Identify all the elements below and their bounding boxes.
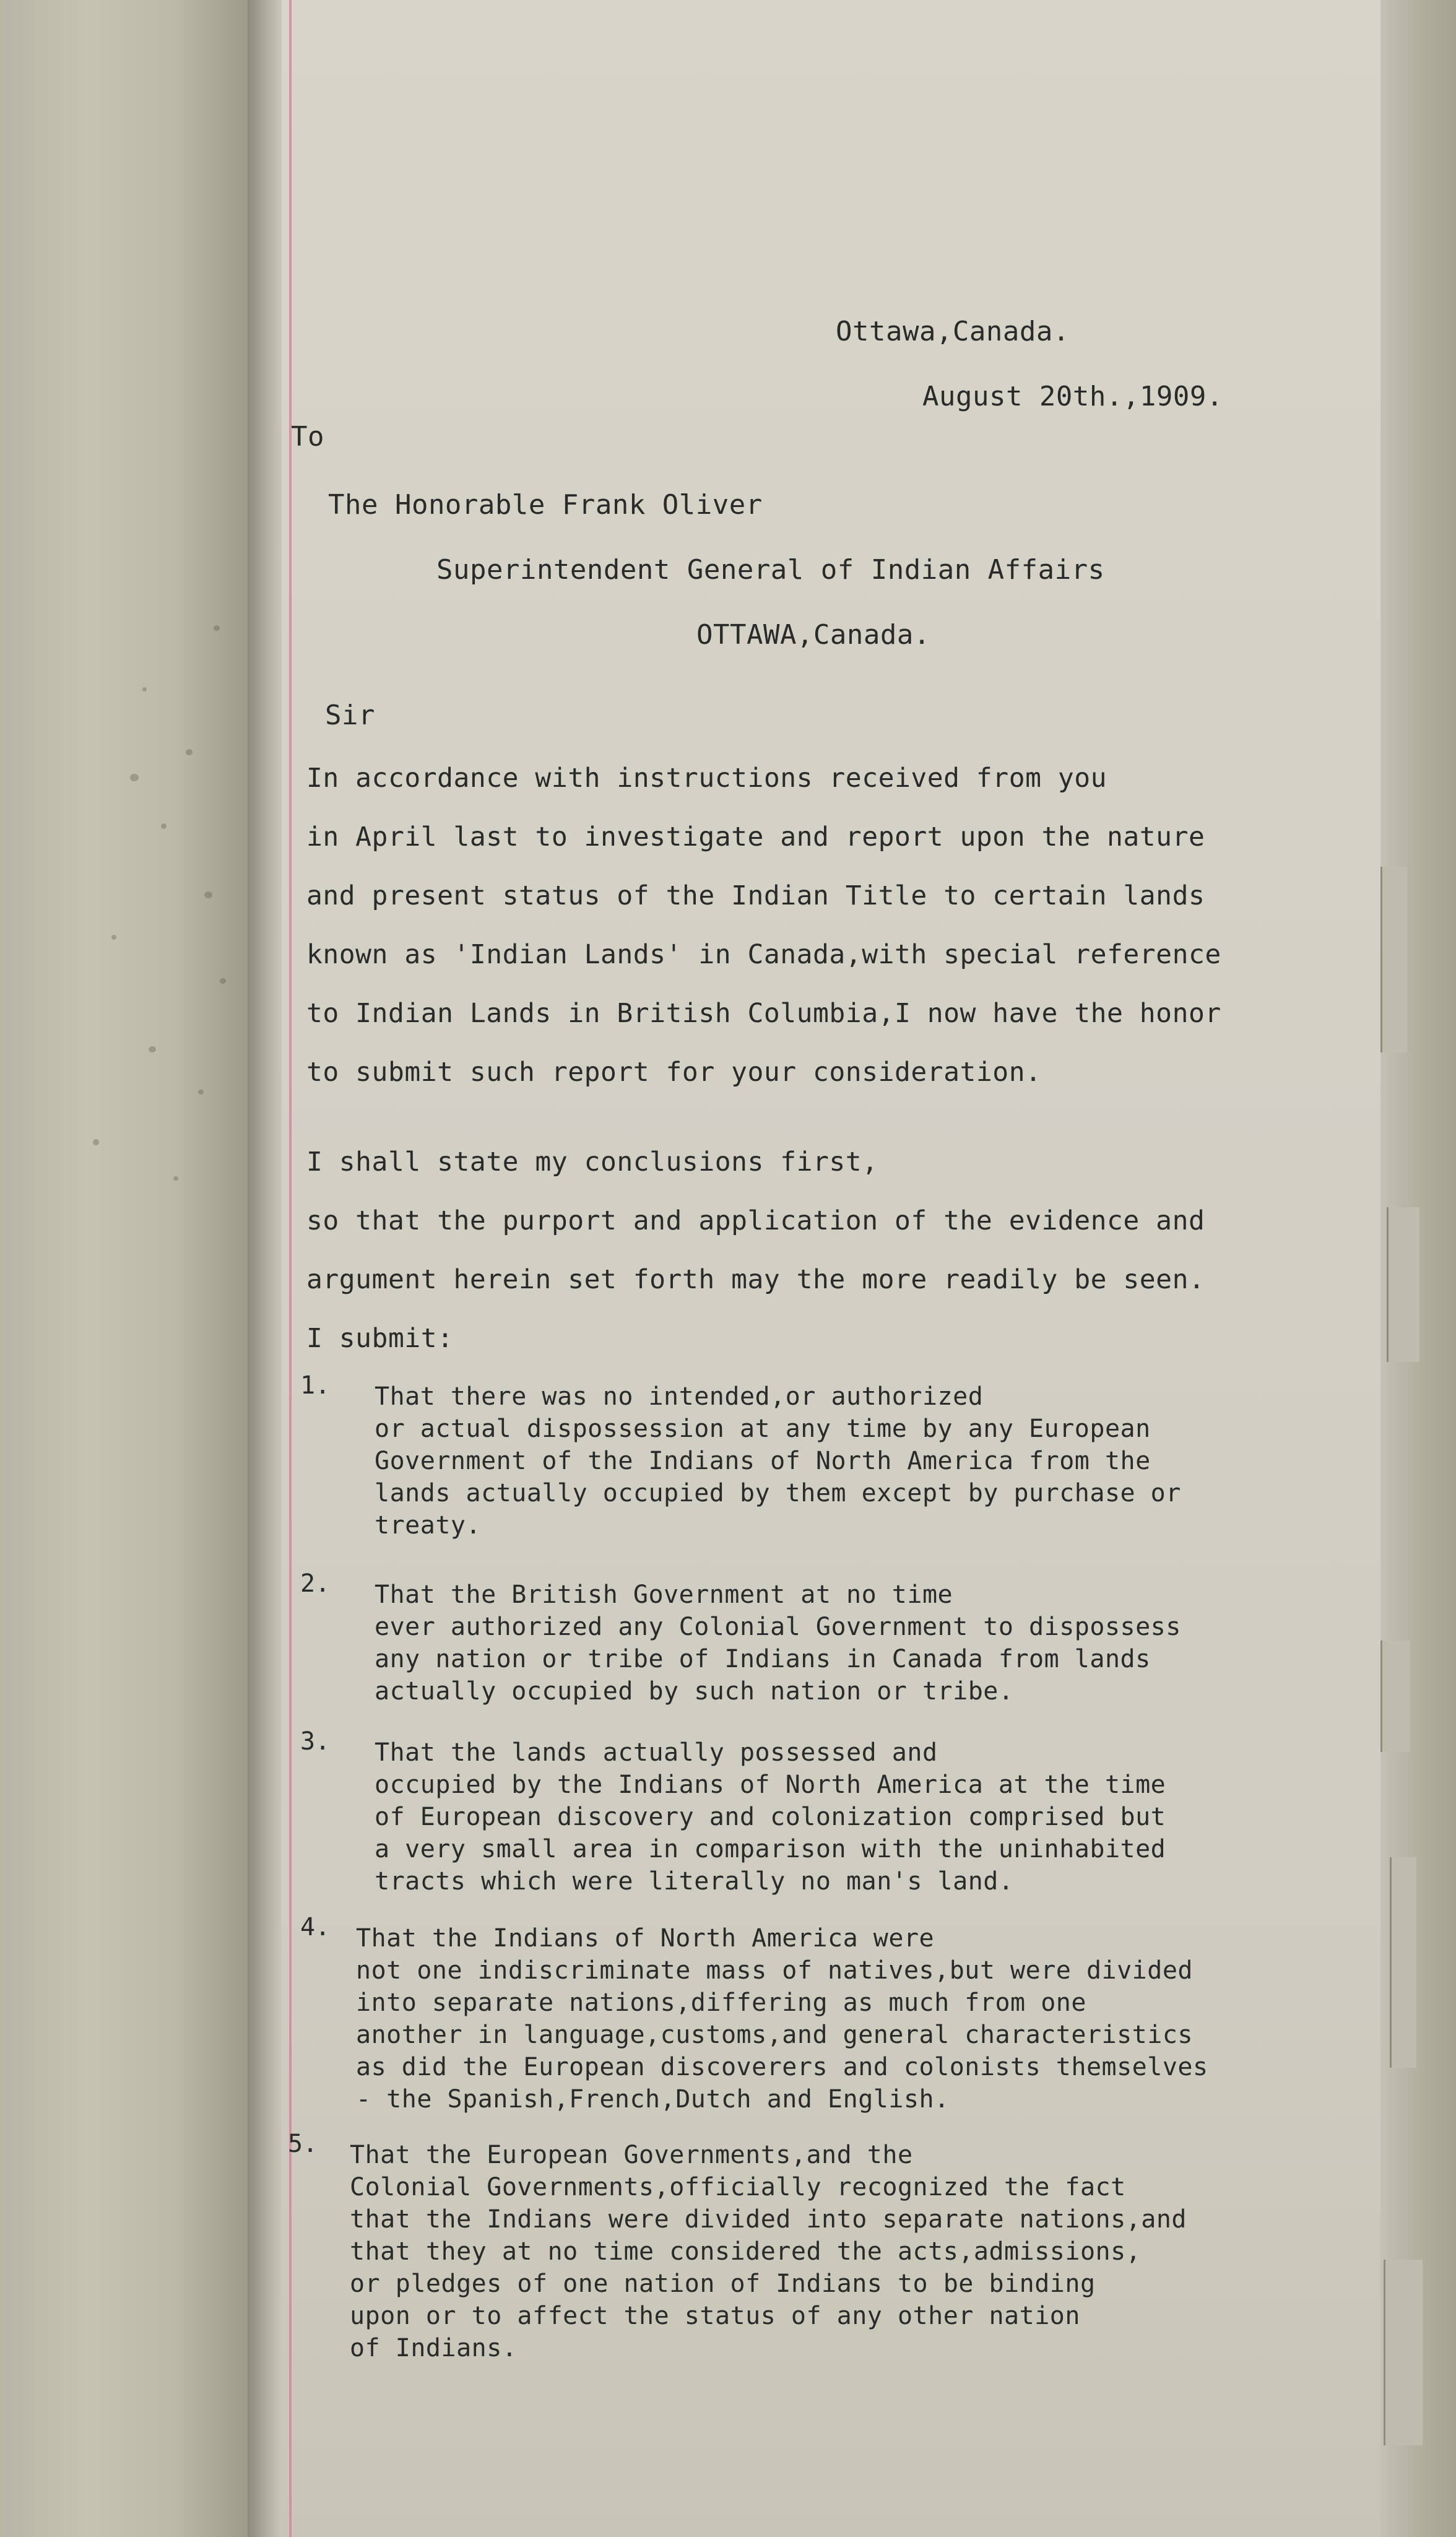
conclusion-item: That the Indians of North America were not one indiscriminate mass of natives,but were divided into separate nations,differing as much from one another in language,customs,and general characteristics as did the European discoverers and colonists themselves - the Spanish,French,Dutch and English. (356, 1924, 1208, 2114)
item-number: 5. (288, 2130, 318, 2158)
binding-gutter (248, 0, 285, 2537)
salutation: Sir (325, 700, 375, 731)
conclusion-item: That the lands actually possessed and occupied by the Indians of North America at the time of European discovery and colonization comprised but a very small area in comparison with the uninhabited tracts which were literally no man's land. (375, 1738, 1166, 1896)
paragraph-conclusions-intro: I shall state my conclusions first, so that the purport and application of the evidence and argument herein set forth may the more readily be seen. I submit: (306, 1147, 1205, 1354)
letter-page (282, 0, 1411, 2537)
left-folded-sheet (0, 0, 248, 2537)
conclusion-item: That the European Governments,and the Colonial Governments,officially recognized the fact that the Indians were divided into separate nations,and that they at no time considered the acts,admissions, or pledges of one nation of Indians to be binding upon or to affect the status of any other nation of Indians. (350, 2141, 1187, 2362)
paragraph-instructions: In accordance with instructions received from you in April last to investigate and report upon the nature and present status of the Indian Title to certain lands known as 'Indian Lands' in Canada,with special reference to Indian Lands in British Columbia,I now have the honor to submit such report for your consideration. (306, 763, 1221, 1088)
recipient-name: The Honorable Frank Oliver (328, 489, 763, 521)
letter-to: To (291, 421, 324, 453)
recipient-title: Superintendent General of Indian Affairs (436, 554, 1105, 586)
letter-date: August 20th.,1909. (922, 381, 1223, 412)
conclusion-item: That there was no intended,or authorized or actual dispossession at any time by any European Government of the Indians of North America from the lands actually occupied by them except by purchase or treaty. (375, 1382, 1181, 1540)
item-number: 4. (300, 1913, 331, 1941)
item-number: 1. (300, 1371, 331, 1400)
recipient-city: OTTAWA,Canada. (696, 619, 930, 651)
item-number: 2. (300, 1569, 331, 1598)
letter-place: Ottawa,Canada. (836, 316, 1070, 347)
item-number: 3. (300, 1727, 331, 1756)
conclusion-item: That the British Government at no time ever authorized any Colonial Government to dispossess any nation or tribe of Indians in Canada from lands actually occupied by such nation or tribe. (375, 1581, 1181, 1706)
right-torn-edge (1380, 0, 1456, 2537)
